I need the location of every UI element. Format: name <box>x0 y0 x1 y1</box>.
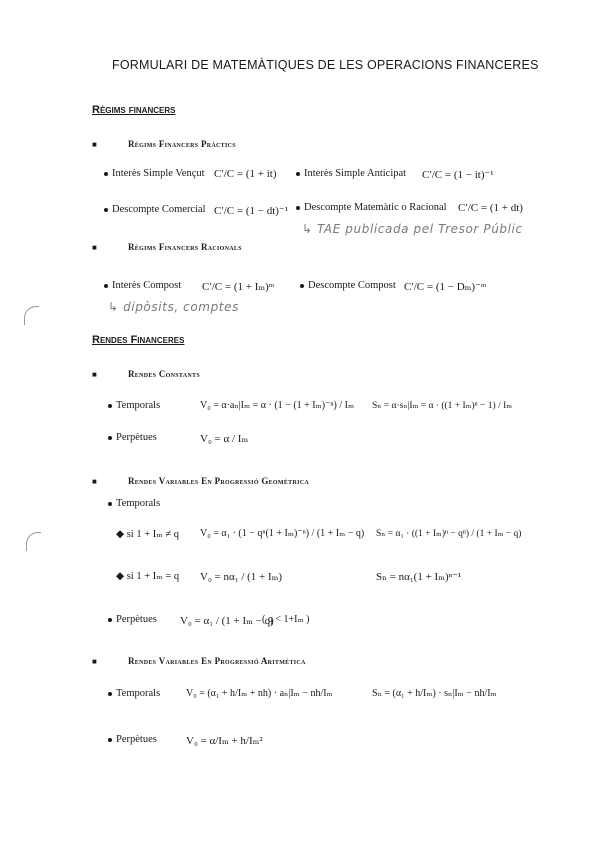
margin-mark-icon <box>26 532 41 551</box>
square-bullet-icon: ■ <box>92 140 97 149</box>
formula: Sₙ = nα₁(1 + Iₘ)ⁿ⁻¹ <box>376 571 462 583</box>
list-item: Descompte Matemàtic o Racional <box>296 202 447 213</box>
square-bullet-icon: ■ <box>92 657 97 666</box>
formula: C′/C = (1 + it) <box>214 168 277 180</box>
subheading-geometrica: Rendes Variables En Progressió Geomètrica <box>128 476 310 486</box>
formula: C′/C = (1 + Iₘ)ᵐ <box>202 281 275 293</box>
list-item: ◆ si 1 + Iₘ ≠ q <box>116 529 179 540</box>
formula: V₀ = nα₁ / (1 + Iₘ) <box>200 571 283 583</box>
bullet-icon <box>108 502 112 506</box>
square-bullet-icon: ■ <box>92 370 97 379</box>
bullet-icon <box>108 738 112 742</box>
bullet-icon <box>104 172 108 176</box>
list-item: Descompte Compost <box>300 280 396 291</box>
formula: Sₙ = α·sₙ|Iₘ = α · ((1 + Iₘ)ⁿ − 1) / Iₘ <box>372 401 513 411</box>
list-item: ◆ si 1 + Iₘ = q <box>116 571 180 582</box>
list-item: Temporals <box>108 400 160 411</box>
section-heading-regims: Règims financers <box>92 104 176 116</box>
formula: C′/C = (1 + dt) <box>458 202 523 214</box>
formula: C′/C = (1 − it)⁻¹ <box>422 169 494 181</box>
bullet-icon <box>108 404 112 408</box>
section-heading-rendes: Rendes Financeres <box>92 334 185 346</box>
bullet-icon <box>108 692 112 696</box>
formula: V₀ = α₁ · (1 − qⁿ(1 + Iₘ)⁻ⁿ) / (1 + Iₘ − q) <box>200 528 365 539</box>
subheading-aritmetica: Rendes Variables En Progressió Aritmètica <box>128 656 306 666</box>
bullet-icon <box>108 436 112 440</box>
bullet-icon <box>104 284 108 288</box>
formula: V₀ = α·aₙ|Iₘ = α · (1 − (1 + Iₘ)⁻ⁿ) / Iₘ <box>200 400 355 411</box>
formula: C′/C = (1 − Dₘ)⁻ᵐ <box>404 281 487 293</box>
bullet-icon <box>300 284 304 288</box>
handwritten-note: ↳ TAE publicada pel Tresor Públic <box>302 222 523 236</box>
handwritten-note: ↳ dipòsits, comptes <box>108 300 239 314</box>
formula: C′/C = (1 − dt)⁻¹ <box>214 205 289 217</box>
square-bullet-icon: ■ <box>92 243 97 252</box>
bullet-icon <box>108 618 112 622</box>
list-item: Temporals <box>108 688 160 699</box>
formula: Sₙ = (α₁ + h/Iₘ) · sₙ|Iₘ − nh/Iₘ <box>372 688 497 699</box>
subheading-racionals: Règims Financers Racionals <box>128 242 242 252</box>
list-item: Interès Compost <box>104 280 181 291</box>
bullet-icon <box>104 208 108 212</box>
bullet-icon <box>296 206 300 210</box>
list-item: Interès Simple Anticipat <box>296 168 406 179</box>
bullet-icon <box>296 172 300 176</box>
list-item: Descompte Comercial <box>104 204 206 215</box>
list-item: Perpètues <box>108 432 157 443</box>
formula-condition: ( q < 1+Iₘ ) <box>262 614 310 625</box>
list-item: Interès Simple Vençut <box>104 168 205 179</box>
subheading-practics: Règims Financers Pràctics <box>128 139 236 149</box>
formula: V₀ = α/Iₘ + h/Iₘ² <box>186 735 263 747</box>
formula: V₀ = α₁ / (1 + Iₘ − q) <box>180 615 274 627</box>
diamond-bullet-icon: ◆ <box>116 529 127 540</box>
list-item: Perpètues <box>108 734 157 745</box>
list-item: Temporals <box>108 498 160 509</box>
list-item: Perpètues <box>108 614 157 625</box>
formula: V₀ = α / Iₘ <box>200 433 249 445</box>
margin-mark-icon <box>24 306 39 325</box>
subheading-constants: Rendes Constants <box>128 369 200 379</box>
diamond-bullet-icon: ◆ <box>116 571 127 582</box>
page-title: FORMULARI DE MATEMÀTIQUES DE LES OPERACIONS FINANCERES <box>112 58 539 72</box>
formula: Sₙ = α₁ · ((1 + Iₘ)ⁿ − qⁿ) / (1 + Iₘ − q) <box>376 529 522 539</box>
formula: V₀ = (α₁ + h/Iₘ + nh) · aₙ|Iₘ − nh/Iₘ <box>186 688 333 699</box>
square-bullet-icon: ■ <box>92 477 97 486</box>
